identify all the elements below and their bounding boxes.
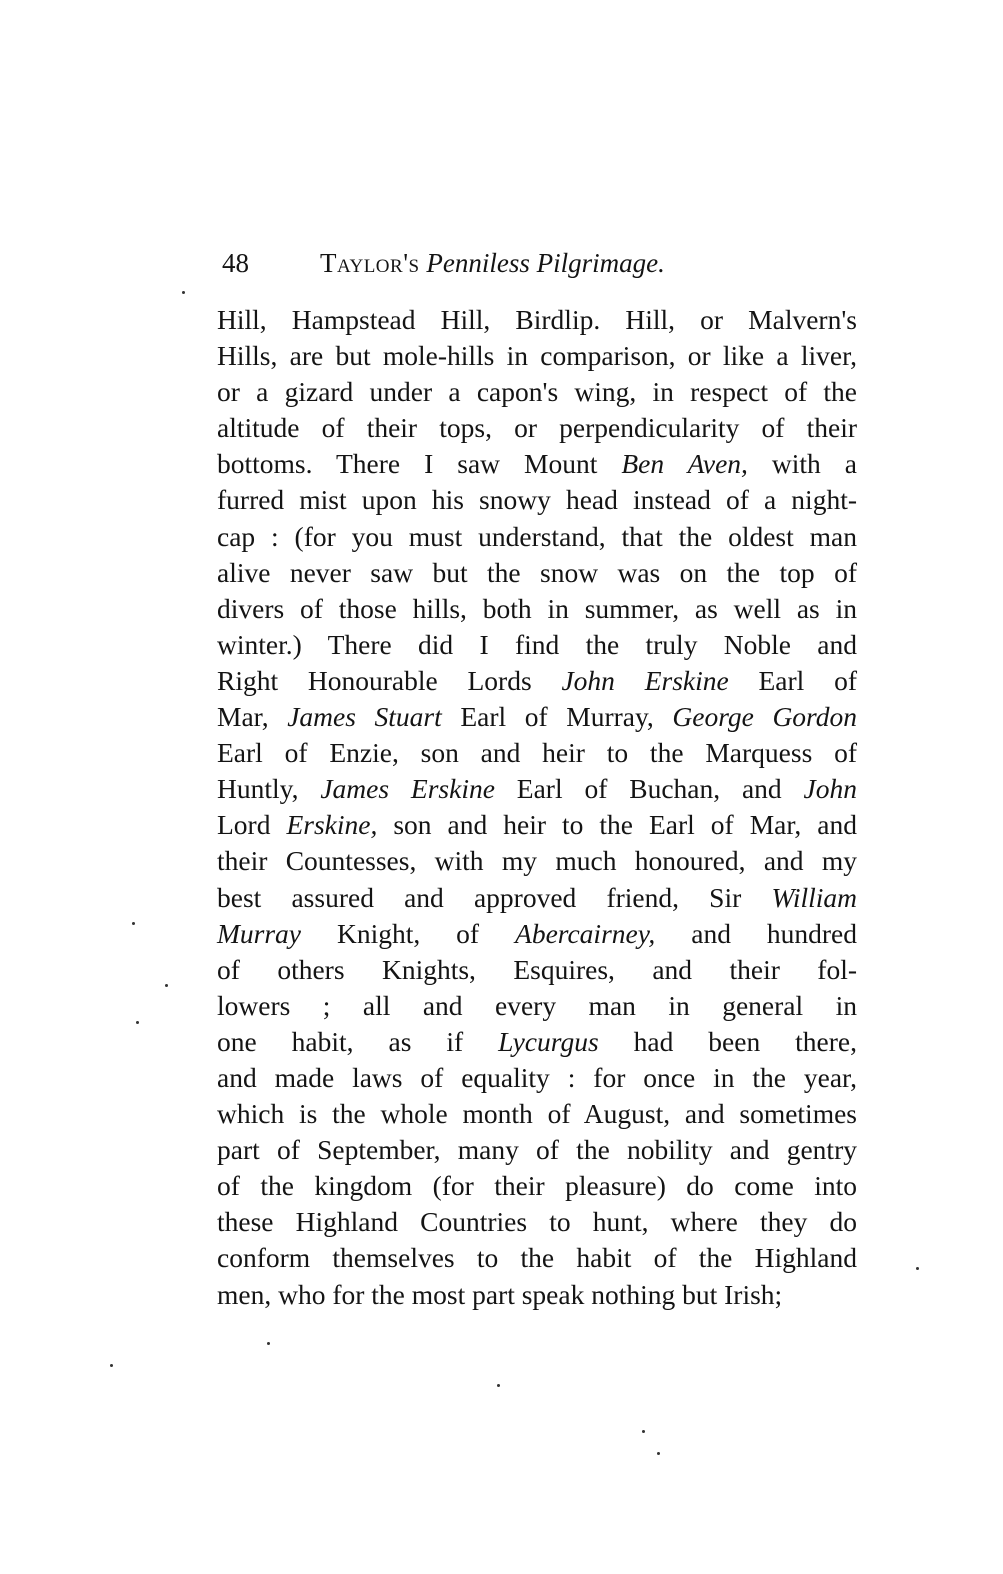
text-line [217,1240,857,1276]
text-run: of others Knights, Esquires, and their fol- [217,953,857,985]
text-run: son and heir to the Earl of Mar, and [377,809,857,841]
text-line [217,1060,857,1096]
running-head [222,243,862,283]
text-run: of the kingdom (for their pleasure) do come into [217,1170,857,1202]
italic-name: George Gordon [672,701,857,733]
text-run: Earl of Murray, [441,701,673,733]
text-run: Mar, [217,701,288,733]
text-run: and made laws of equality : for once in the year, [217,1061,857,1093]
text-line [217,1277,857,1313]
print-speck [165,984,168,987]
text-line [217,374,857,410]
text-run: cap : (for you must understand, that the oldest man [217,520,857,552]
print-speck [110,1364,113,1367]
text-line [217,916,857,952]
text-line [217,446,857,482]
text-run: Earl of Enzie, son and heir to the Marquess of [217,737,857,769]
text-run: Knight, of [301,917,516,949]
text-line [217,1132,857,1168]
text-run: winter.) There did I find the truly Noble and [217,628,857,660]
text-line [217,1204,857,1240]
text-line [217,988,857,1024]
text-run: with a [747,448,857,480]
text-run: Earl of [728,664,857,696]
italic-name: Lycurgus [498,1025,599,1057]
print-speck [497,1384,500,1387]
italic-name: Ben Aven, [621,448,748,480]
text-run: furred mist upon his snowy head instead of a night- [217,484,857,516]
text-line [217,591,857,627]
page-number: 48 [222,248,249,278]
text-line [217,663,857,699]
text-line [217,555,857,591]
text-line [217,627,857,663]
print-speck [132,922,135,925]
text-run: men, who for the most part speak nothing but Irish; [217,1278,783,1310]
print-speck [916,1267,919,1270]
text-line [217,1024,857,1060]
text-line [217,771,857,807]
italic-name: John [803,773,857,805]
text-line [217,952,857,988]
text-run: altitude of their tops, or perpendicularity of their [217,412,857,444]
text-run: lowers ; all and every man in general in [217,989,857,1021]
text-run: best assured and approved friend, Sir [217,881,772,913]
text-run: and hundred [655,917,857,949]
italic-name: Abercairney, [515,917,656,949]
text-run: their Countesses, with my much honoured, and my [217,845,857,877]
body-text [217,302,857,1313]
italic-name: William [771,881,857,913]
text-run: Lord [217,809,287,841]
italic-name: James Erskine [320,773,495,805]
print-speck [182,291,185,294]
text-run: conform themselves to the habit of the Highland [217,1242,857,1274]
text-line [217,302,857,338]
print-speck [657,1452,660,1455]
text-run: bottoms. There I saw Mount [217,448,622,480]
text-line [217,699,857,735]
text-line [217,519,857,555]
italic-name: Murray [217,917,302,949]
text-run: one habit, as if [217,1025,499,1057]
text-run: which is the whole month of August, and sometimes [217,1098,857,1130]
text-run: these Highland Countries to hunt, where they do [217,1206,857,1238]
text-line [217,880,857,916]
text-line [217,1168,857,1204]
text-run: divers of those hills, both in summer, as well as in [217,592,857,624]
text-line [217,807,857,843]
text-run: alive never saw but the snow was on the top of [217,556,857,588]
text-run: Earl of Buchan, and [494,773,804,805]
text-line [217,482,857,518]
running-head-author: Taylor's [320,248,420,278]
text-line [217,410,857,446]
text-run: Huntly, [217,773,321,805]
text-run: or a gizard under a capon's wing, in respect of the [217,376,857,408]
italic-name: James Stuart [287,701,442,733]
print-speck [267,1342,270,1345]
text-line [217,1096,857,1132]
text-line [217,843,857,879]
print-speck [136,1021,139,1024]
text-run: Hills, are but mole-hills in comparison, or like a liver, [217,340,857,372]
text-run: part of September, many of the nobility and gentry [217,1134,857,1166]
text-line [217,338,857,374]
text-run: Hill, Hampstead Hill, Birdlip. Hill, or Malvern's [217,304,857,335]
italic-name: Erskine, [286,809,378,841]
print-speck [642,1430,645,1433]
text-run: had been there, [598,1025,857,1057]
running-head-title: Penniless Pilgrimage. [426,248,665,278]
text-run: Right Honourable Lords [217,664,562,696]
text-line [217,735,857,771]
italic-name: John Erskine [561,664,729,696]
